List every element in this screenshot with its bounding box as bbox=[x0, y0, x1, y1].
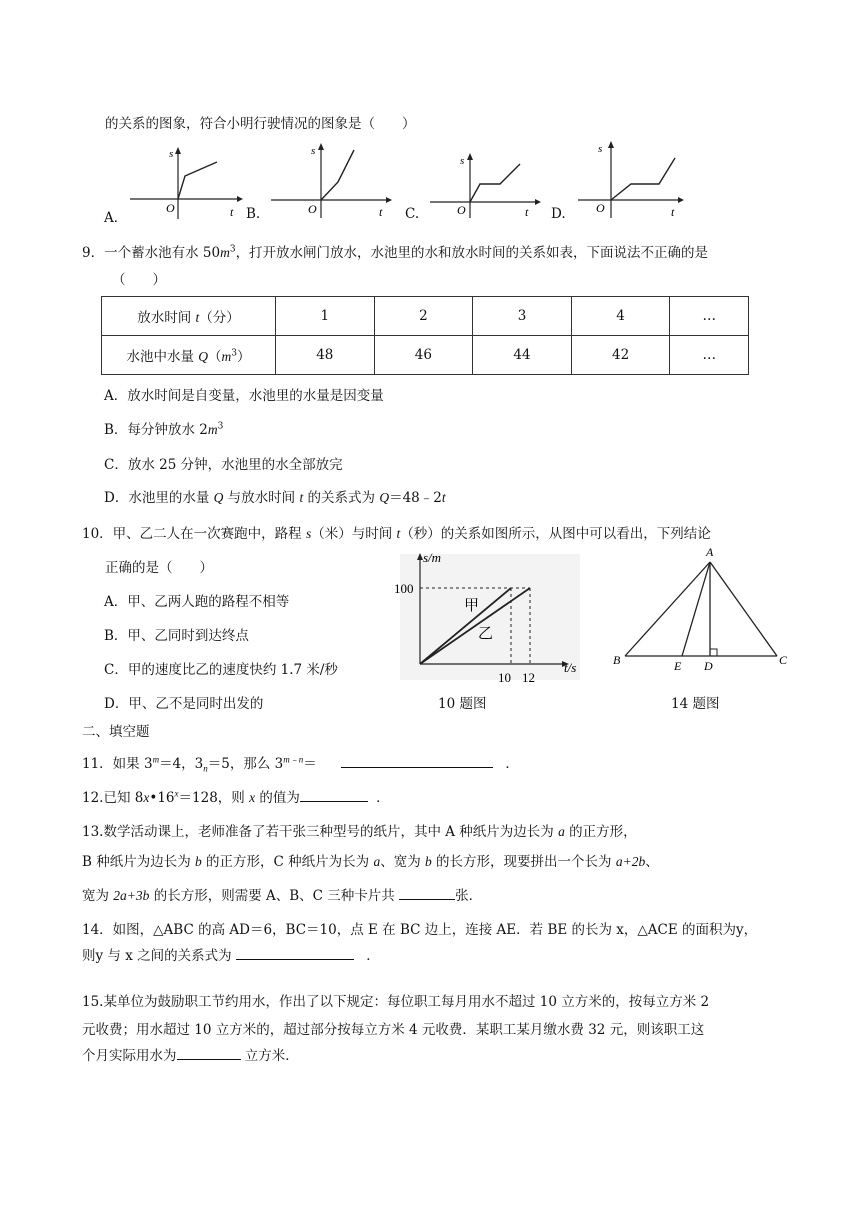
q8-d-o: O bbox=[596, 201, 605, 215]
q13-line2: B 种纸片为边长为 b 的正方形，C 种纸片为长为 a、宽为 b 的长方形，现要拼出一个长为 a+2b、 bbox=[82, 854, 659, 870]
q10-option-a: A．甲、乙两人跑的路程不相等 bbox=[104, 594, 290, 610]
q12-answer-blank[interactable] bbox=[300, 787, 368, 802]
q10-option-b: B．甲、乙同时到达终点 bbox=[104, 628, 249, 644]
q10-figure-caption: 10 题图 bbox=[438, 696, 487, 712]
q8-c-t: t bbox=[525, 205, 529, 219]
q8-option-c-label: C. bbox=[405, 206, 420, 222]
table-cell: … bbox=[670, 336, 749, 375]
q8-graph-b bbox=[266, 140, 396, 220]
q8-a-t: t bbox=[230, 205, 234, 219]
q9-option-a: A．放水时间是自变量，水池里的水量是因变量 bbox=[104, 388, 384, 404]
q9-table-row1-head: 放水时间 t（分） bbox=[102, 297, 276, 336]
q10-x12: 12 bbox=[522, 670, 535, 685]
q13-line3: 宽为 2a+3b 的长方形，则需要 A、B、C 三种卡片共 张． bbox=[82, 884, 482, 904]
q13-line1: 13.数学活动课上，老师准备了若干张三种型号的纸片，其中 A 种纸片为边长为 a 的正方形， bbox=[82, 824, 637, 840]
q10-stem-line1: 10．甲、乙二人在一次赛跑中，路程 s（米）与时间 t（秒）的关系如图所示，从图中可以看出，下列结论 bbox=[82, 526, 711, 542]
q14-figure bbox=[605, 542, 805, 674]
table-cell: … bbox=[670, 297, 749, 336]
q8-b-o: O bbox=[308, 202, 317, 216]
fig14-label-c: C bbox=[779, 653, 788, 667]
table-cell: 48 bbox=[276, 336, 375, 375]
q13-answer-blank[interactable] bbox=[399, 885, 455, 900]
q15-answer-blank[interactable] bbox=[177, 1045, 241, 1060]
q15-line2: 元收费；用水超过 10 立方米的，超过部分按每立方米 4 元收费．某职工某月缴水费 32 元，则该职工这 bbox=[82, 1022, 705, 1038]
q9-table bbox=[101, 296, 749, 375]
q8-b-t: t bbox=[379, 205, 383, 219]
q10-xlabel: t/s bbox=[564, 660, 577, 675]
q15-line1: 15.某单位为鼓励职工节约用水，作出了以下规定：每位职工每月用水不超过 10 立方米的，按每立方米 2 bbox=[82, 994, 710, 1010]
q8-stem-tail: 的关系的图象，符合小明行驶情况的图象是（ ） bbox=[105, 116, 416, 132]
table-cell: 2 bbox=[374, 297, 473, 336]
q8-d-t: t bbox=[671, 205, 675, 219]
q11: 11．如果 $3^m=4$，$3_n=5$，那么 $3^{m﹣n}=$ ． bbox=[82, 754, 519, 774]
q8-graph-c bbox=[425, 150, 545, 220]
q10-option-d: D．甲、乙不是同时出发的 bbox=[104, 696, 264, 712]
table-cell: 4 bbox=[571, 297, 670, 336]
q10-yi-label: 乙 bbox=[478, 626, 494, 642]
q9-answer-paren: （ ） bbox=[112, 272, 166, 288]
q9-stem: 9．一个蓄水池有水 $50m^3$，打开放水闸门放水，水池里的水和放水时间的关系如表，下面说法不正确的是 bbox=[82, 244, 709, 261]
q8-option-b-label: B. bbox=[246, 206, 261, 222]
q10-ylabel: s/m bbox=[423, 550, 442, 565]
q9-option-c: C．放水 25 分钟，水池里的水全部放完 bbox=[104, 457, 343, 473]
table-cell: 42 bbox=[571, 336, 670, 375]
q10-stem-line2: 正确的是（ ） bbox=[105, 560, 213, 576]
q10-x10: 10 bbox=[498, 670, 511, 685]
table-row bbox=[102, 336, 749, 375]
q10-option-c: C．甲的速度比乙的速度快约 1.7 米/秒 bbox=[104, 662, 338, 678]
q8-graph-d bbox=[573, 138, 688, 223]
q10-jia-label: 甲 bbox=[464, 598, 480, 614]
q12: 12.已知 $8x•16^x=128$，则 x 的值为 ． bbox=[82, 788, 390, 806]
q14-line1: 14．如图，△ABC 的高 AD＝6，BC＝10，点 E 在 BC 边上，连接 AE．若 BE 的长为 x，△ACE 的面积为y， bbox=[82, 922, 758, 938]
table-row bbox=[102, 297, 749, 336]
q9-option-b: B．每分钟放水 $2m^3$ bbox=[104, 421, 224, 438]
section-heading: 二、填空题 bbox=[82, 724, 150, 740]
q14-line2: 则y 与 x 之间的关系式为 ． bbox=[82, 944, 380, 964]
fig14-label-d: D bbox=[704, 659, 713, 673]
q9-table-row2-head: 水池中水量 $Q(m^3)$ bbox=[102, 336, 276, 375]
table-cell: 3 bbox=[473, 297, 572, 336]
fig14-label-e: E bbox=[674, 659, 682, 673]
table-cell: 44 bbox=[473, 336, 572, 375]
q11-answer-blank[interactable] bbox=[341, 753, 493, 768]
q8-a-o: O bbox=[166, 201, 175, 215]
fig14-label-b: B bbox=[613, 653, 621, 667]
q8-a-s: s bbox=[169, 148, 174, 160]
q8-c-s: s bbox=[460, 155, 465, 167]
table-cell: 1 bbox=[276, 297, 375, 336]
q9-option-d: D．水池里的水量 Q 与放水时间 t 的关系式为 Q＝48﹣2t bbox=[104, 490, 446, 506]
q8-option-d-label: D. bbox=[551, 206, 566, 222]
q8-option-a-label: A． bbox=[104, 210, 128, 226]
q15-line3: 个月实际用水为 立方米． bbox=[82, 1044, 299, 1064]
q14-figure-caption: 14 题图 bbox=[671, 696, 720, 712]
q8-graph-a bbox=[125, 144, 245, 224]
table-cell: 46 bbox=[374, 336, 473, 375]
q14-answer-blank[interactable] bbox=[236, 945, 354, 960]
q8-d-s: s bbox=[598, 143, 603, 155]
q10-y100: 100 bbox=[394, 581, 414, 596]
q8-c-o: O bbox=[457, 203, 466, 217]
q8-b-s: s bbox=[311, 145, 316, 157]
q10-figure bbox=[390, 548, 590, 688]
fig14-label-a: A bbox=[706, 545, 714, 559]
